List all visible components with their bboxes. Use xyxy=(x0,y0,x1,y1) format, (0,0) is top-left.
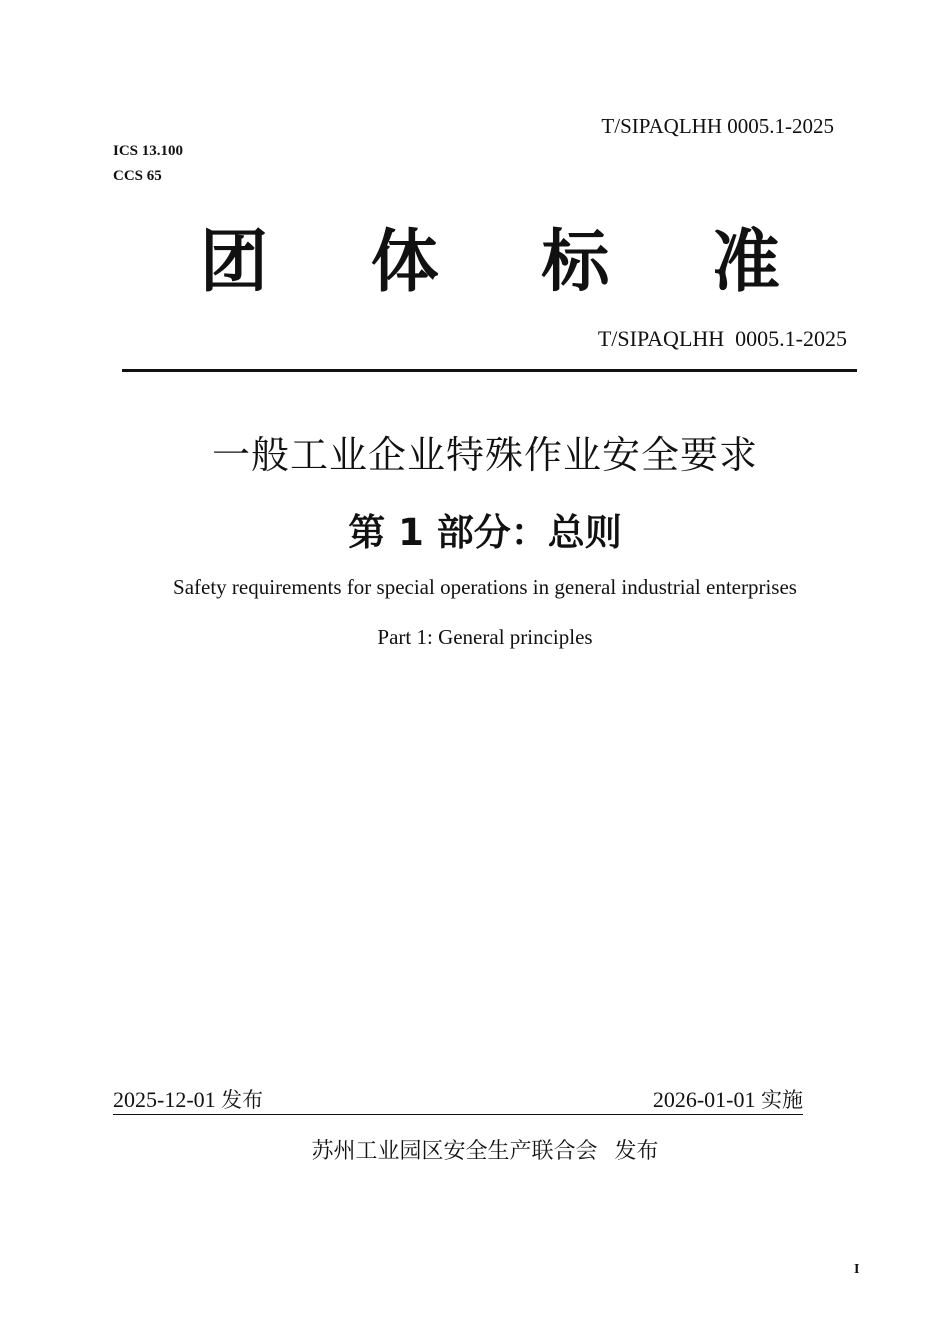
document-number: T/SIPAQLHH 0005.1-2025 xyxy=(597,326,847,351)
publish-label: 发布 xyxy=(221,1088,264,1112)
title-chinese: 一般工业企业特殊作业安全要求 xyxy=(211,433,758,477)
title-english: Safety requirements for special operations in general industrial enterprises xyxy=(173,575,797,599)
standard-type-heading xyxy=(200,218,780,308)
publisher-line xyxy=(0,1134,950,1165)
top-document-code: T/SIPAQLHH 0005.1-2025 xyxy=(601,114,834,138)
publisher-label: 发布 xyxy=(614,1139,659,1164)
date-line xyxy=(113,1086,803,1115)
header-divider xyxy=(122,369,857,372)
publisher-name: 苏州工业园区安全生产联合会 xyxy=(311,1139,598,1164)
standard-type-char: 标 xyxy=(541,223,610,302)
publish-date-group xyxy=(113,1084,263,1114)
ccs-code: CCS 65 xyxy=(113,168,162,184)
standard-type-char: 团 xyxy=(200,223,269,302)
effective-date-group xyxy=(653,1084,803,1114)
subtitle-chinese: 第 1 部分：总则 xyxy=(348,511,622,554)
ics-code: ICS 13.100 xyxy=(113,143,184,159)
subtitle-english: Part 1: General principles xyxy=(377,625,593,649)
page-number: I xyxy=(854,1262,860,1277)
standard-type-char: 体 xyxy=(370,223,439,302)
standard-type-char: 准 xyxy=(711,223,780,302)
publish-date: 2025-12-01 xyxy=(113,1087,216,1112)
effective-date: 2026-01-01 xyxy=(652,1087,756,1112)
effective-label: 实施 xyxy=(761,1088,803,1112)
